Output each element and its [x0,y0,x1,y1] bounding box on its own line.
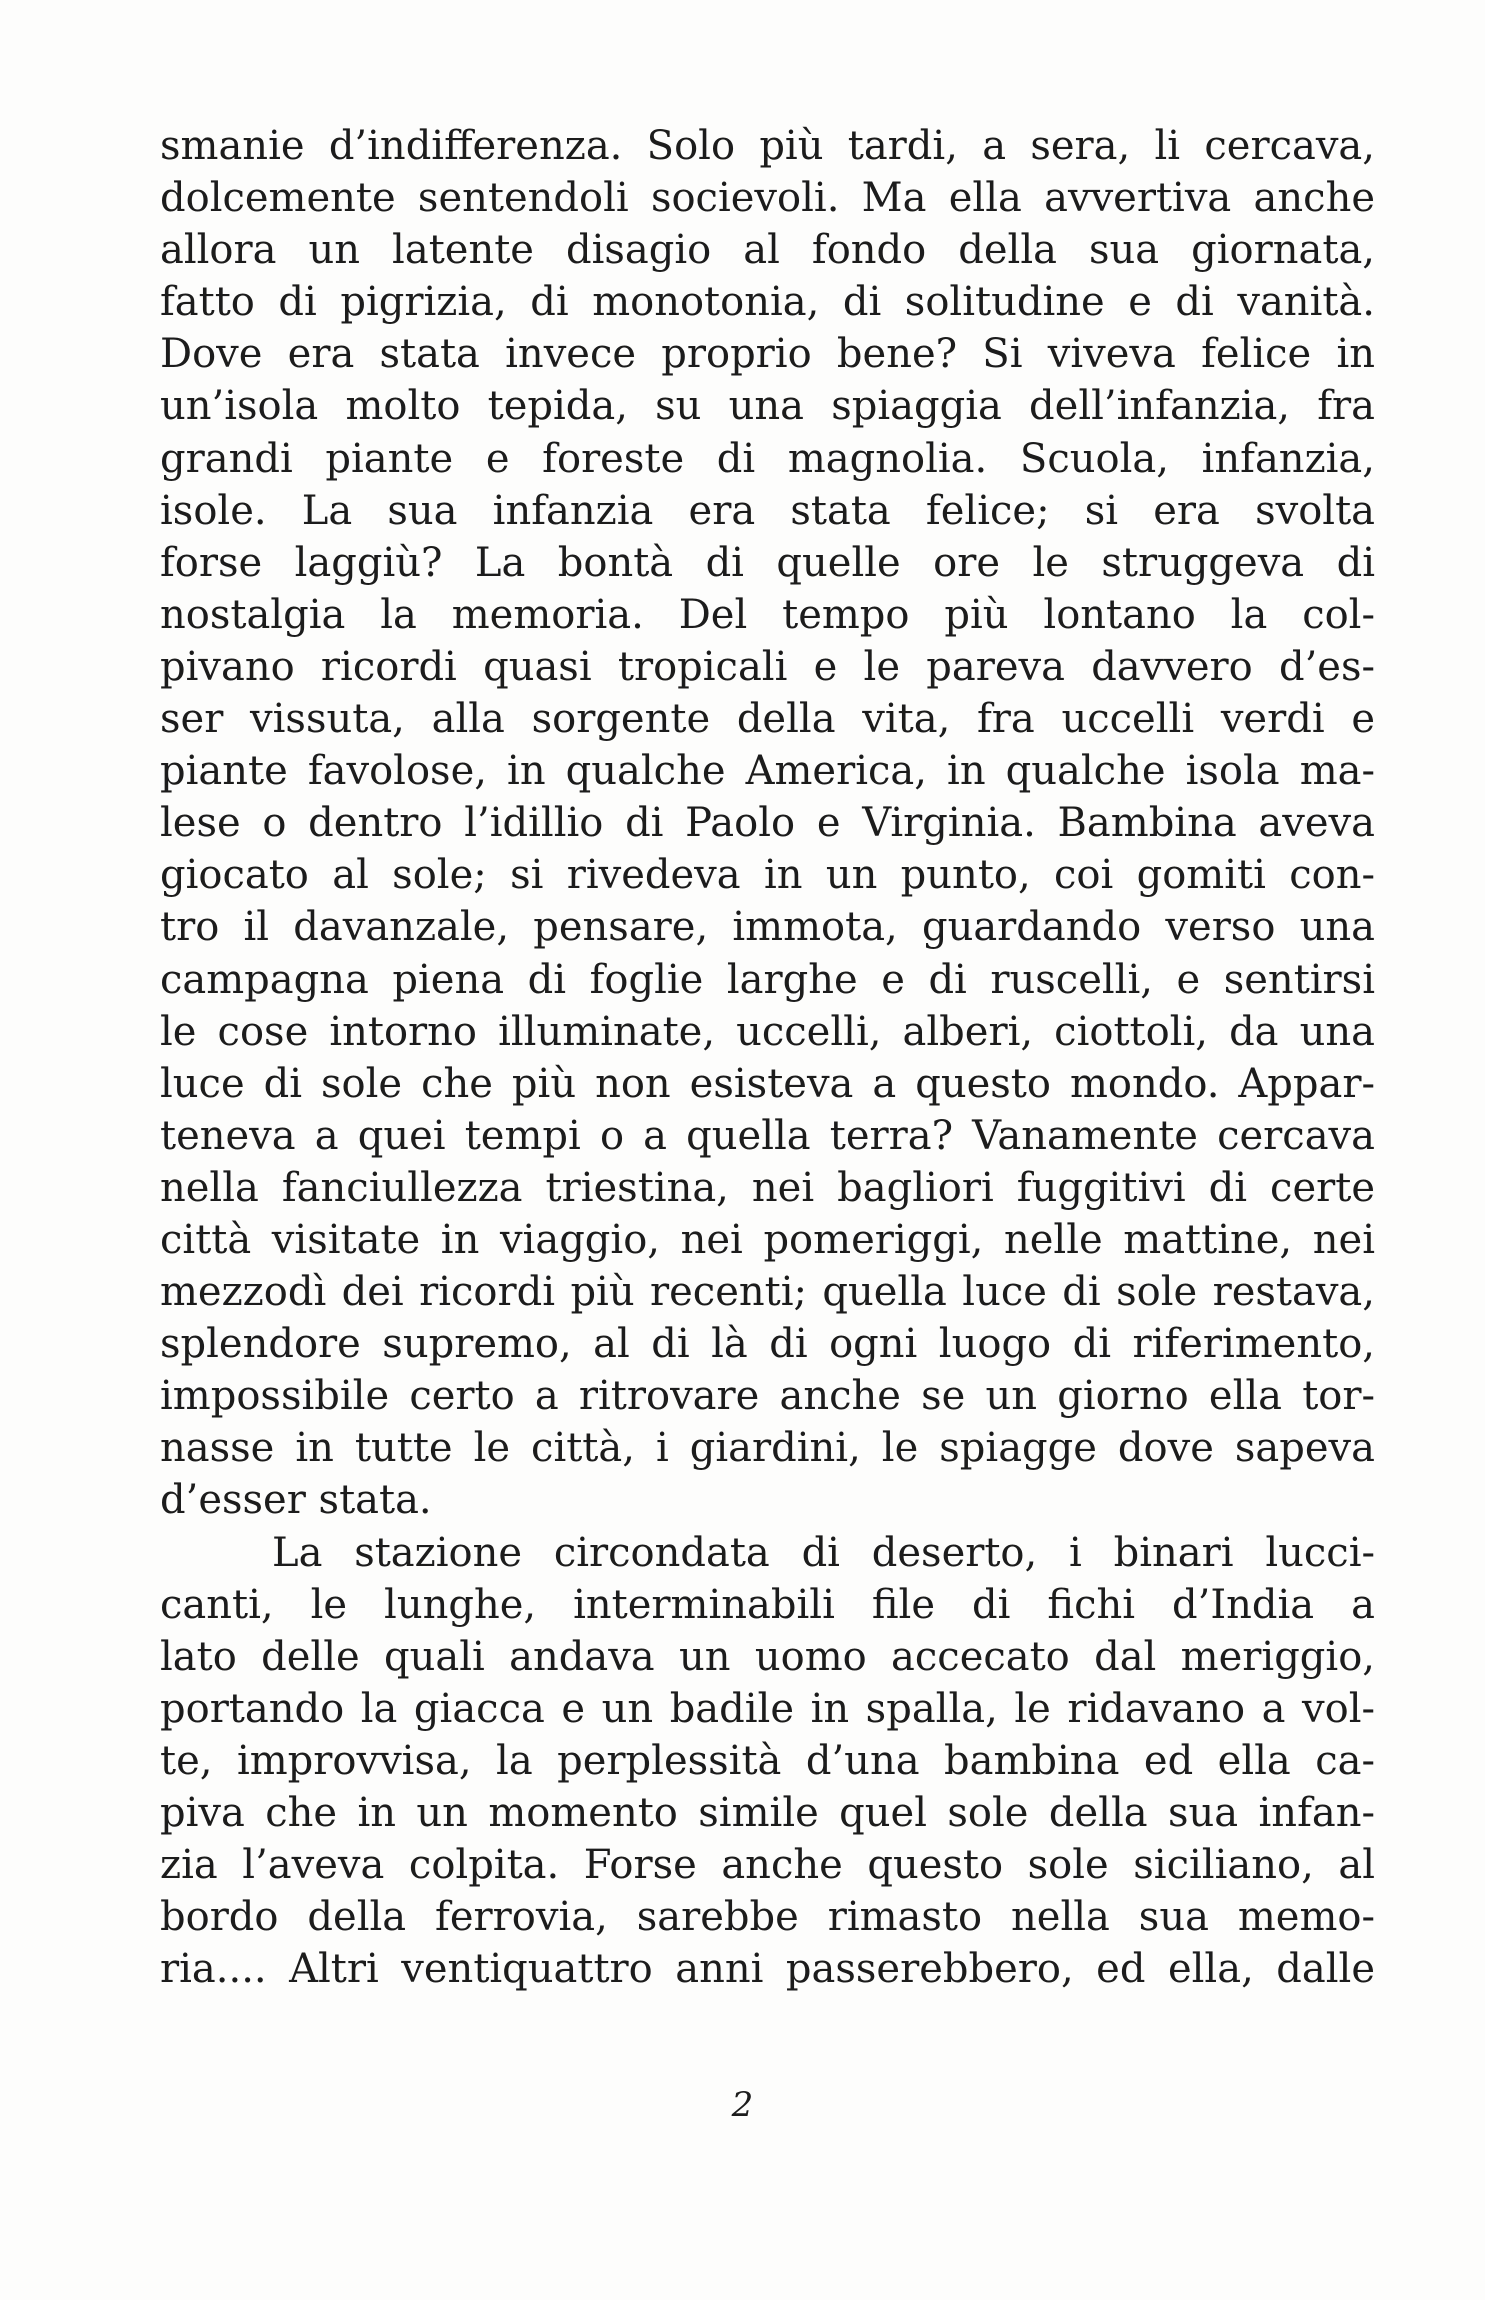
text-line: bordo della ferrovia, sarebbe rimasto nella sua memo- [160,1894,1375,1941]
text-line: piante favolose, in qualche America, in qualche isola ma- [160,748,1375,795]
page-number: 2 [731,2085,754,2125]
text-line: smanie d’indifferenza. Solo più tardi, a sera, li cercava, [160,123,1375,169]
text-line: nostalgia la memoria. Del tempo più lontano la col- [160,591,1375,638]
text-line: lato delle quali andava un uomo accecato dal meriggio, [160,1633,1375,1680]
text-line: portando la giacca e un badile in spalla, le ridavano a vol- [160,1685,1375,1732]
text-line: mezzodì dei ricordi più recenti; quella luce di sole restava, [160,1269,1375,1316]
text-line: teneva a quei tempi o a quella terra? Vanamente cercava [160,1112,1375,1159]
text-line: canti, le lunghe, interminabili file di fichi d’India a [160,1581,1375,1628]
text-line: allora un latente disagio al fondo della sua giornata, [160,227,1375,274]
text-line: impossibile certo a ritrovare anche se un giorno ella tor- [160,1373,1375,1420]
text-line-paragraph-start: La stazione circondata di deserto, i binari lucci- [272,1529,1375,1576]
text-line: tro il davanzale, pensare, immota, guardando verso una [160,904,1375,951]
text-line: luce di sole che più non esisteva a questo mondo. Appar- [160,1060,1375,1107]
text-line: campagna piena di foglie larghe e di ruscelli, e sentirsi [160,956,1375,1003]
text-line: zia l’aveva colpita. Forse anche questo sole siciliano, al [160,1842,1375,1889]
text-line: dolcemente sentendoli socievoli. Ma ella avvertiva anche [160,175,1375,222]
text-line: un’isola molto tepida, su una spiaggia dell’infanzia, fra [160,383,1375,430]
text-line: piva che in un momento simile quel sole della sua infan- [160,1790,1375,1836]
text-line: grandi piante e foreste di magnolia. Scuola, infanzia, [160,435,1375,482]
text-line: le cose intorno illuminate, uccelli, alberi, ciottoli, da una [160,1008,1375,1055]
text-line: isole. La sua infanzia era stata felice; si era svolta [160,487,1375,534]
text-line: te, improvvisa, la perplessità d’una bambina ed ella ca- [160,1737,1375,1784]
text-line: giocato al sole; si rivedeva in un punto, coi gomiti con- [160,852,1375,899]
text-line: nella fanciullezza triestina, nei bagliori fuggitivi di certe [160,1164,1375,1211]
body-text [160,120,1375,1995]
text-line: lese o dentro l’idillio di Paolo e Virginia. Bambina aveva [160,800,1375,847]
text-line: ser vissuta, alla sorgente della vita, fra uccelli verdi e [160,696,1375,743]
text-line: forse laggiù? La bontà di quelle ore le struggeva di [160,539,1375,586]
text-line: pivano ricordi quasi tropicali e le pareva davvero d’es- [160,643,1375,690]
text-line: ria.... Altri ventiquattro anni passerebbero, ed ella, dalle [160,1946,1375,1993]
text-line-paragraph-end: d’esser stata. [160,1477,432,1524]
text-line: città visitate in viaggio, nei pomeriggi, nelle mattine, nei [160,1216,1375,1263]
text-line: Dove era stata invece proprio bene? Si viveva felice in [160,331,1375,378]
text-line: splendore supremo, al di là di ogni luogo di riferimento, [160,1321,1375,1368]
text-line: nasse in tutte le città, i giardini, le spiagge dove sapeva [160,1425,1375,1472]
text-line: fatto di pigrizia, di monotonia, di solitudine e di vanità. [160,279,1375,326]
